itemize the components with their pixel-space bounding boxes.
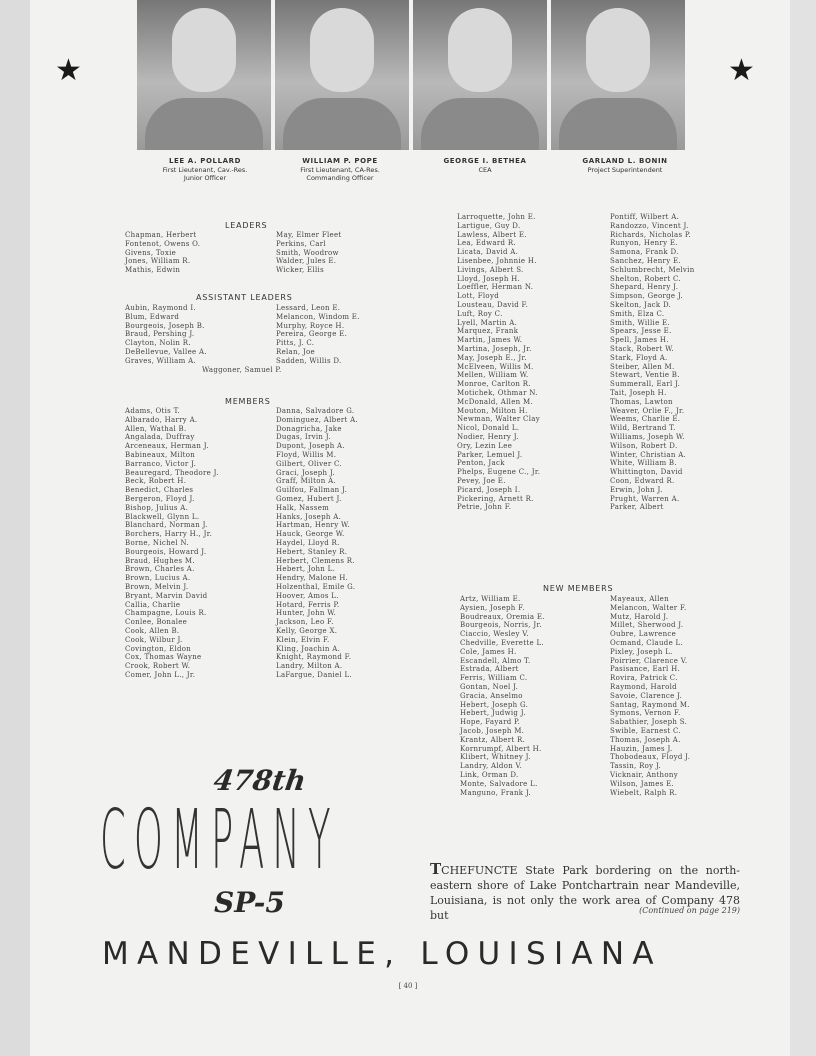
list-item: Walder, Jules E.: [276, 257, 337, 266]
leaders-list-right: [276, 231, 342, 275]
list-item: Williams, Joseph W.: [610, 432, 685, 441]
page-edge: [790, 0, 816, 1056]
list-item: Melancon, Walter F.: [610, 603, 687, 612]
members-list-4: [610, 213, 695, 512]
list-item: Gomez, Hubert J.: [276, 494, 342, 503]
list-item: Coon, Edward R.: [610, 476, 675, 485]
assistant-list-right: [276, 304, 360, 366]
list-item: Hoover, Amos L.: [276, 591, 339, 600]
list-item: Weems, Charlie E.: [610, 415, 681, 424]
list-item: Fontenot, Owens O.: [125, 239, 201, 248]
list-item: Sabathier, Joseph S.: [610, 718, 688, 727]
list-item: Allen, Wathal B.: [125, 424, 187, 433]
list-item: McElveen, Willis M.: [457, 362, 534, 371]
list-item: Bourgeois, Howard J.: [125, 547, 207, 556]
list-item: Simpson, George J.: [610, 292, 683, 301]
officer-rank: Project Superintendent: [587, 165, 663, 174]
list-item: Kornrumpf, Albert H.: [460, 744, 542, 753]
list-item: Mayeaux, Allen: [610, 595, 669, 603]
list-item: Lyell, Martin A.: [457, 318, 518, 327]
list-item: Phelps, Eugene C., Jr.: [457, 468, 541, 477]
list-item: Cook, Allen B.: [125, 626, 180, 635]
list-item: Callia, Charlie: [125, 600, 181, 609]
list-item: Champagne, Louis R.: [125, 609, 207, 618]
list-item: Licata, David A.: [457, 248, 519, 257]
list-item: Borchers, Harry H., Jr.: [125, 530, 213, 539]
list-item: Crook, Robert W.: [125, 662, 191, 671]
list-item: Whittington, David: [610, 468, 683, 477]
list-item: May, Elmer Fleet: [276, 231, 342, 239]
list-item: Luft, Roy C.: [457, 309, 503, 318]
list-item: Krantz, Albert R.: [460, 735, 526, 744]
list-item: Mutz, Harold J.: [610, 612, 669, 621]
list-item: Gracia, Anselmo: [460, 691, 523, 700]
officer-rank: First Lieutenant, Cav.-Res.: [162, 165, 248, 174]
list-item: Vicknair, Anthony: [610, 770, 678, 779]
list-item: Lloyd, Joseph H.: [457, 274, 521, 283]
officer-photo-1: [137, 0, 271, 150]
list-item: Estrada, Albert: [460, 665, 519, 674]
officer-name: WILLIAM P. POPE: [302, 157, 378, 165]
list-item: Hauzin, James J.: [610, 744, 673, 753]
list-item: Penton, Jack: [457, 459, 505, 468]
star-icon-right: ★: [728, 53, 755, 88]
list-item: Smith, Woodrow: [276, 248, 339, 257]
list-item: Symons, Vernon F.: [610, 709, 681, 718]
company-code: SP-5: [214, 886, 285, 919]
list-item: Murphy, Royce H.: [276, 321, 345, 330]
list-item: Adams, Otis T.: [125, 407, 181, 415]
list-item: Hunter, John W.: [276, 609, 337, 618]
list-item: Skelton, Jack D.: [610, 300, 672, 309]
list-item: Gilbert, Oliver C.: [276, 459, 342, 468]
list-item: Beck, Robert H.: [125, 477, 187, 486]
members-heading: MEMBERS: [225, 397, 271, 406]
list-item: Shepard, Henry J.: [610, 283, 679, 292]
list-item: Wicker, Ellis: [276, 266, 324, 275]
list-item: Chapman, Herbert: [125, 231, 197, 239]
list-item: Pevey, Joe E.: [457, 476, 506, 485]
list-item: Brown, Melvin J.: [125, 582, 189, 591]
list-item: Kling, Joachin A.: [276, 644, 341, 653]
list-item: Pickering, Arnett R.: [457, 494, 534, 503]
list-item: Arceneaux, Herman J.: [125, 442, 209, 451]
list-item: Livings, Albert S.: [457, 265, 524, 274]
list-item: Mouton, Milton H.: [457, 406, 528, 415]
list-item: Babineaux, Milton: [125, 450, 196, 459]
list-item: Stewart, Ventie B.: [610, 371, 680, 380]
list-item: Graff, Milton A.: [276, 477, 336, 486]
list-item: McDonald, Allen M.: [457, 397, 533, 406]
list-item: Blanchard, Norman J.: [125, 521, 208, 530]
list-item: Lisenbee, Johnnie H.: [457, 256, 537, 265]
list-item: Blum, Edward: [125, 312, 180, 321]
list-item: Pasisance, Earl H.: [610, 665, 681, 674]
list-item: Halk, Nassem: [276, 503, 330, 512]
list-item: Stack, Robert W.: [610, 344, 674, 353]
list-item: Holzenthal, Emile G.: [276, 582, 356, 591]
list-item: White, William B.: [610, 459, 677, 468]
list-item: Klibert, Whitney J.: [460, 753, 531, 762]
list-item: Sadden, Willis D.: [276, 356, 342, 365]
leaders-list-left: [125, 231, 200, 275]
list-item: Jacob, Joseph M.: [460, 726, 525, 735]
list-item: Mellen, William W.: [457, 371, 529, 380]
list-item: Santag, Raymond M.: [610, 700, 690, 709]
officer-rank: First Lieutenant, CA-Res.: [300, 165, 380, 174]
list-item: Tait, Joseph H.: [610, 388, 667, 397]
list-item: Haydel, Lloyd R.: [276, 538, 340, 547]
list-item: Wild, Bertrand T.: [610, 424, 676, 433]
list-item: Comer, John L., Jr.: [125, 670, 196, 679]
list-item: Waggoner, Samuel P.: [202, 366, 282, 374]
company-title: COMPANY: [100, 793, 339, 888]
list-item: Richards, Nicholas P.: [610, 230, 692, 239]
list-item: Hebert, Stanley R.: [276, 547, 348, 556]
new-members-list-1: [460, 595, 545, 797]
list-item: Artz, William E.: [460, 595, 521, 603]
list-item: Samona, Frank D.: [610, 248, 679, 257]
list-item: Erwin, John J.: [610, 485, 663, 494]
list-item: Manguno, Frank J.: [460, 788, 531, 797]
list-item: Hanks, Joseph A.: [276, 512, 342, 521]
list-item: Thomas, Joseph A.: [610, 735, 681, 744]
list-item: Hope, Fayard P.: [460, 718, 521, 727]
list-item: Klein, Elvin F.: [276, 635, 330, 644]
list-item: Clayton, Nolin R.: [125, 339, 191, 348]
list-item: Hebert, Joseph G.: [460, 700, 529, 709]
list-item: Savoie, Clarence J.: [610, 691, 683, 700]
list-item: Randozzo, Vincent J.: [610, 221, 689, 230]
list-item: Wilson, James E.: [610, 779, 675, 788]
leaders-heading: LEADERS: [225, 221, 268, 230]
list-item: Runyon, Henry E.: [610, 239, 678, 248]
list-item: Poirrier, Clarence V.: [610, 656, 688, 665]
list-item: Spears, Jesse E.: [610, 327, 672, 336]
list-item: Angalada, Duffray: [125, 433, 195, 442]
members-list-1: [125, 407, 219, 680]
members-list-2: [276, 407, 358, 680]
list-item: Thomas, Lawton: [610, 397, 673, 406]
list-item: Conlee, Bonalee: [125, 618, 188, 627]
list-item: Ciaccio, Wesley V.: [460, 630, 529, 639]
list-item: Ocmand, Claude L.: [610, 638, 684, 647]
list-item: Dugas, Irvin J.: [276, 433, 331, 442]
list-item: Donagricha, Jake: [276, 424, 342, 433]
list-item: Summerall, Earl J.: [610, 380, 681, 389]
list-item: Martin, James W.: [457, 336, 523, 345]
list-item: Wiebelt, Ralph R.: [610, 788, 678, 797]
list-item: Herbert, Clemens R.: [276, 556, 355, 565]
list-item: Covington, Eldon: [125, 644, 192, 653]
list-item: Danna, Salvadore G.: [276, 407, 355, 415]
list-item: Raymond, Harold: [610, 682, 677, 691]
list-item: Benedict, Charles: [125, 486, 194, 495]
list-item: Sanchez, Henry E.: [610, 256, 681, 265]
assistant-list-left: [125, 304, 207, 366]
list-item: Spell, James H.: [610, 336, 669, 345]
list-item: Cole, James H.: [460, 647, 517, 656]
list-item: Martina, Joseph, Jr.: [457, 344, 532, 353]
star-icon-left: ★: [55, 53, 82, 88]
list-item: Jackson, Leo F.: [276, 618, 334, 627]
list-item: Bishop, Julius A.: [125, 503, 189, 512]
list-item: Hebert, Judwig J.: [460, 709, 526, 718]
list-item: Parker, Albert: [610, 503, 664, 512]
continued-note: (Continued on page 219): [639, 906, 740, 915]
list-item: Dupont, Joseph A.: [276, 442, 345, 451]
list-item: Floyd, Willis M.: [276, 450, 337, 459]
list-item: Boudreaux, Oremia E.: [460, 612, 545, 621]
list-item: Landry, Milton A.: [276, 662, 343, 671]
list-item: Marquez, Frank: [457, 327, 519, 336]
list-item: Escandell, Almo T.: [460, 656, 531, 665]
list-item: Barranco, Victor J.: [125, 459, 197, 468]
list-item: LaFargue, Daniel L.: [276, 670, 353, 679]
officer-photo-2: [275, 0, 409, 150]
list-item: Landry, Aldon V.: [460, 762, 523, 771]
list-item: Mathis, Edwin: [125, 266, 181, 275]
list-item: Hendry, Malone H.: [276, 574, 349, 583]
list-item: Chedville, Everette L.: [460, 638, 544, 647]
list-item: Ory, Lezin Lee: [457, 441, 513, 450]
list-item: Motichek, Othmar N.: [457, 388, 538, 397]
page-number: [ 40 ]: [398, 982, 418, 990]
list-item: Braud, Hughes M.: [125, 556, 195, 565]
list-item: Pereira, George E.: [276, 330, 348, 339]
list-item: Hebert, John L.: [276, 565, 336, 574]
list-item: Aysien, Joseph F.: [460, 603, 525, 612]
assistant-leaders-heading: ASSISTANT LEADERS: [196, 293, 293, 302]
list-item: Picard, Joseph I.: [457, 485, 521, 494]
list-item: Petrie, John F.: [457, 503, 512, 512]
members-list-3: [457, 213, 540, 512]
list-item: Lartigue, Guy D.: [457, 221, 521, 230]
list-item: May, Joseph E., Jr.: [457, 353, 527, 362]
list-item: Rovira, Patrick C.: [610, 674, 678, 683]
list-item: Lott, Floyd: [457, 292, 499, 301]
list-item: Braud, Pershing J.: [125, 330, 195, 339]
list-item: Lawless, Albert E.: [457, 230, 527, 239]
officer-caption-4: [540, 157, 710, 174]
list-item: Lea, Edward R.: [457, 239, 516, 248]
new-members-list-2: [610, 595, 690, 797]
list-item: Lessard, Leon E.: [276, 304, 341, 312]
list-item: Steiber, Allen M.: [610, 362, 675, 371]
list-item: Oubre, Lawrence: [610, 630, 677, 639]
list-item: Thobodeaux, Floyd J.: [610, 753, 691, 762]
officer-name: GEORGE I. BETHEA: [443, 157, 527, 165]
list-item: Blackwell, Glynn L.: [125, 512, 200, 521]
intro-text: CHEFUNCTE State Park bordering on the north-eastern shore of Lake Pontchartrain near Mandeville, Louisiana, is not only the work area of Company 478 but: [430, 864, 740, 922]
list-item: Relan, Joe: [276, 347, 315, 356]
list-item: Hartman, Henry W.: [276, 521, 350, 530]
list-item: Hotard, Ferris P.: [276, 600, 340, 609]
officer-name: LEE A. POLLARD: [168, 157, 242, 165]
list-item: Lousteau, David F.: [457, 300, 529, 309]
list-item: Monroe, Carlton R.: [457, 380, 531, 389]
list-item: Shelton, Robert C.: [610, 274, 681, 283]
list-item: Graves, William A.: [125, 356, 196, 365]
list-item: Givens, Toxie: [125, 248, 177, 257]
list-item: Tassin, Roy J.: [610, 762, 662, 771]
list-item: Knight, Raymond F.: [276, 653, 352, 662]
list-item: Beauregard, Theodore J.: [125, 468, 219, 477]
officer-name: GARLAND L. BONIN: [582, 157, 668, 165]
drop-cap: T: [430, 860, 442, 878]
list-item: Melancon, Windom E.: [276, 312, 360, 321]
list-item: Aubin, Raymond I.: [125, 304, 196, 312]
list-item: Bergeron, Floyd J.: [125, 494, 195, 503]
list-item: DeBellevue, Vallee A.: [125, 347, 207, 356]
list-item: Dominguez, Albert A.: [276, 415, 359, 424]
list-item: Newman, Walter Clay: [457, 415, 540, 424]
list-item: Wilson, Robert D.: [610, 441, 678, 450]
list-item: Perkins, Carl: [276, 239, 326, 248]
list-item: Albarado, Harry A.: [125, 415, 198, 424]
list-item: Ferris, William C.: [460, 674, 528, 683]
list-item: Cox, Thomas Wayne: [125, 653, 202, 662]
list-item: Weaver, Orlie F., Jr.: [610, 406, 685, 415]
list-item: Bryant, Marvin David: [125, 591, 208, 600]
list-item: Pitts, J. C.: [276, 339, 315, 348]
list-item: Smith, Elza C.: [610, 309, 665, 318]
list-item: Brown, Charles A.: [125, 565, 195, 574]
company-number: 478th: [211, 764, 309, 797]
list-item: Bourgeois, Norris, Jr.: [460, 621, 542, 630]
list-item: Nicol, Donald L.: [457, 424, 520, 433]
list-item: Kelly, George X.: [276, 626, 338, 635]
list-item: Cook, Wilbur J.: [125, 635, 183, 644]
officer-rank: CEA: [478, 165, 492, 174]
list-item: Millet, Sherwood J.: [610, 621, 684, 630]
list-item: Monte, Salvadore L.: [460, 779, 538, 788]
officer-role: Junior Officer: [183, 174, 227, 182]
list-item: Link, Orman D.: [460, 770, 519, 779]
assistant-extra: [202, 366, 282, 375]
list-item: Borne, Nichel N.: [125, 538, 189, 547]
list-item: Gontan, Noel J.: [460, 682, 519, 691]
list-item: Loeffler, Herman N.: [457, 283, 534, 292]
list-item: Bourgeois, Joseph B.: [125, 321, 205, 330]
list-item: Parker, Lemuel J.: [457, 450, 523, 459]
list-item: Larroquette, John E.: [457, 213, 536, 221]
list-item: Brown, Lucius A.: [125, 574, 191, 583]
city-title: MANDEVILLE, LOUISIANA: [102, 936, 662, 972]
list-item: Hauck, George W.: [276, 530, 345, 539]
officer-photo-3: [413, 0, 547, 150]
list-item: Jones, William R.: [125, 257, 191, 266]
new-members-heading: NEW MEMBERS: [543, 584, 614, 593]
list-item: Stark, Floyd A.: [610, 353, 668, 362]
list-item: Pontiff, Wilbert A.: [610, 213, 680, 221]
list-item: Smith, Willie E.: [610, 318, 670, 327]
list-item: Pixley, Joseph L.: [610, 647, 673, 656]
officer-photo-4: [551, 0, 685, 150]
list-item: Schlumbrecht, Melvin: [610, 265, 695, 274]
list-item: Winter, Christian A.: [610, 450, 687, 459]
list-item: Guilfou, Fallman J.: [276, 486, 348, 495]
list-item: Graci, Joseph J.: [276, 468, 335, 477]
list-item: Prught, Warren A.: [610, 494, 680, 503]
officer-role: Commanding Officer: [306, 174, 374, 182]
list-item: Swible, Earnest C.: [610, 726, 681, 735]
list-item: Nodier, Henry J.: [457, 432, 519, 441]
